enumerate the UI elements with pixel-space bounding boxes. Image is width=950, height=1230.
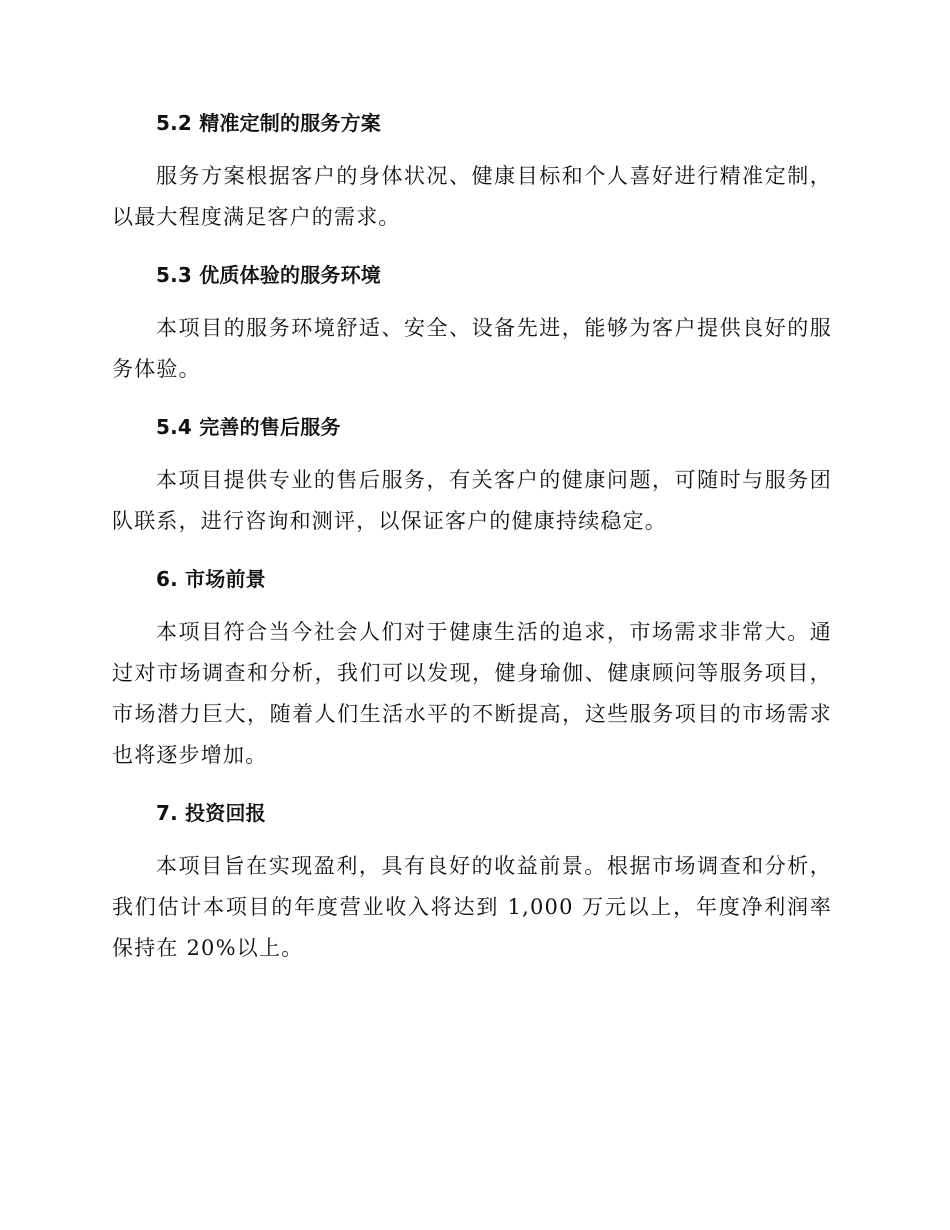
document-content [112, 108, 832, 991]
section-heading-5-3: 5.3 优质体验的服务环境 [156, 263, 381, 287]
section-body-5-3: 本项目的服务环境舒适、安全、设备先进，能够为客户提供良好的服务体验。 [112, 316, 832, 381]
section-body-5-2: 服务方案根据客户的身体状况、健康目标和个人喜好进行精准定制，以最大程度满足客户的需求。 [112, 164, 832, 229]
section-heading-7: 7. 投资回报 [156, 801, 266, 825]
section-heading-5-4: 5.4 完善的售后服务 [156, 415, 341, 439]
section-heading-5-2: 5.2 精准定制的服务方案 [156, 111, 381, 135]
section-body-5-4: 本项目提供专业的售后服务，有关客户的健康问题，可随时与服务团队联系，进行咨询和测评，以保证客户的健康持续稳定。 [112, 468, 832, 533]
section-heading-6: 6. 市场前景 [156, 567, 266, 591]
section-body-6: 本项目符合当今社会人们对于健康生活的追求，市场需求非常大。通过对市场调查和分析，我们可以发现，健身瑜伽、健康顾问等服务项目，市场潜力巨大，随着人们生活水平的不断提高，这些服务项目的市场需求也将逐步增加。 [112, 620, 832, 767]
section-body-7: 本项目旨在实现盈利，具有良好的收益前景。根据市场调查和分析，我们估计本项目的年度营业收入将达到 1,000 万元以上，年度净利润率保持在 20%以上。 [112, 854, 832, 960]
